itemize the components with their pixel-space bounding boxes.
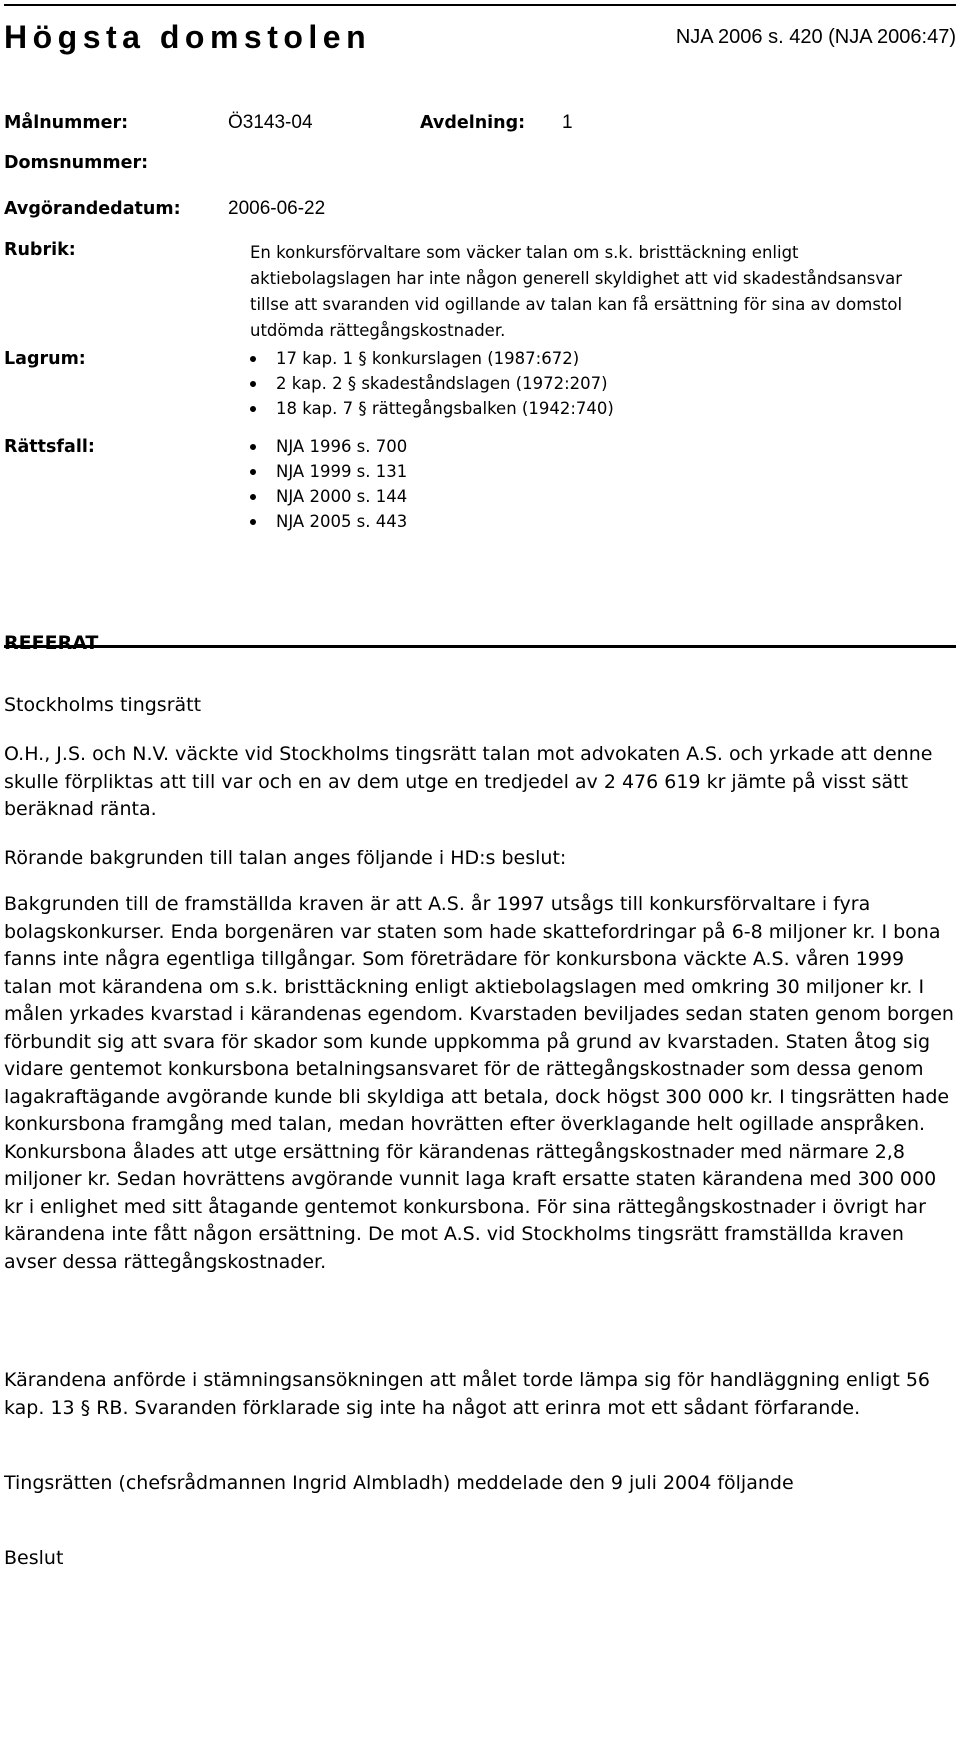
paragraph: Tingsrätten (chefsrådmannen Ingrid Almbladh) meddelade den 9 juli 2004 följande [4, 1472, 794, 1494]
rubrik-label: Rubrik: [4, 240, 76, 260]
court-section-title: Stockholms tingsrätt [4, 694, 202, 716]
paragraph: O.H., J.S. och N.V. väckte vid Stockholms tingsrätt talan mot advokaten A.S. och yrkade att denne skulle förpliktas att till var och en av dem utge en tredjedel av 2 476 619 kr jämte på visst sätt beräknad ränta. [4, 743, 933, 820]
avdelning-label: Avdelning: [420, 113, 526, 133]
lagrum-item: 18 kap. 7 § rättegångsbalken (1942:740) [250, 396, 614, 421]
avgorandedatum-label: Avgörandedatum: [4, 199, 181, 219]
lagrum-label: Lagrum: [4, 349, 86, 369]
referat-heading: REFERAT [4, 632, 99, 654]
court-name: Högsta domstolen [4, 19, 372, 55]
rubrik-text [250, 243, 930, 344]
paragraph: Bakgrunden till de framställda kraven är att A.S. år 1997 utsågs till konkursförvaltare i fyra bolagskonkurser. Enda borgenären var staten som hade skattefordringar på 6-8 miljoner kr. I bona fanns inte några egentliga tillgångar. Som företrädare för konkursbona väckte A.S. våren 1999 talan mot kärandena om s.k. bristtäckning enligt aktiebolagslagen med omkring 30 miljoner kr. I målen yrkades kvarstad i kärandenas egendom. Kvarstaden beviljades sedan staten genom borgen förbundit sig att svara för skador som kunde uppkomma på grund av kvarstaden. Staten åtog sig vidare gentemot konkursbona betalningsansvaret för de rättegångskostnader som dessa genom lagakraftägande avgörande kunde bli skyldiga att betala, dock högst 300 000 kr. I tingsrätten hade konkursbona framgång med talan, medan hovrätten efter överklagande helt ogillade anspråken. Konkursbona ålades att utge ersättning för kärandenas rättegångskostnader med närmare 2,8 miljoner kr. Sedan hovrättens avgörande vunnit laga kraft ersatte staten kärandena med 300 000 kr i enlighet med sitt åtagande gentemot konkursbona. För sina rättegångskostnader i övrigt har kärandena inte fått någon ersättning. De mot A.S. vid Stockholms tingsrätt framställda kraven avser dessa rättegångskostnader. [4, 893, 954, 1273]
malnummer-label: Målnummer: [4, 113, 129, 133]
rattsfall-label: Rättsfall: [4, 437, 95, 457]
lagrum-item: 17 kap. 1 § konkurslagen (1987:672) [250, 346, 614, 371]
section-divider [4, 645, 956, 648]
avgorandedatum-value: 2006-06-22 [228, 198, 326, 219]
document-header [4, 4, 956, 66]
paragraph: Rörande bakgrunden till talan anges följande i HD:s beslut: [4, 847, 567, 869]
case-reference: NJA 2006 s. 420 (NJA 2006:47) [675, 26, 956, 48]
domsnummer-label: Domsnummer: [4, 153, 149, 173]
paragraph: Kärandena anförde i stämningsansökningen att målet torde lämpa sig för handläggning enligt 56 kap. 13 § RB. Svaranden förklarade sig inte ha något att erinra mot ett sådant förfarande. [4, 1369, 931, 1419]
rattsfall-item: NJA 1999 s. 131 [250, 459, 407, 484]
rattsfall-list [250, 434, 407, 534]
avdelning-value: 1 [562, 112, 573, 133]
lagrum-list [250, 346, 614, 421]
beslut-label: Beslut [4, 1547, 64, 1569]
lagrum-item: 2 kap. 2 § skadeståndslagen (1972:207) [250, 371, 614, 396]
rubrik-paragraph: En konkursförvaltare som väcker talan om s.k. bristtäckning enligt aktiebolagslagen har inte någon generell skyldighet att vid skadeståndsansvar tillse att svaranden vid ogillande av talan kan få ersättning för sina av domstol utdömda rättegångskostnader. [250, 243, 903, 340]
rattsfall-item: NJA 2005 s. 443 [250, 509, 407, 534]
rattsfall-item: NJA 1996 s. 700 [250, 434, 407, 459]
rattsfall-item: NJA 2000 s. 144 [250, 484, 407, 509]
malnummer-value: Ö3143-04 [228, 112, 313, 133]
